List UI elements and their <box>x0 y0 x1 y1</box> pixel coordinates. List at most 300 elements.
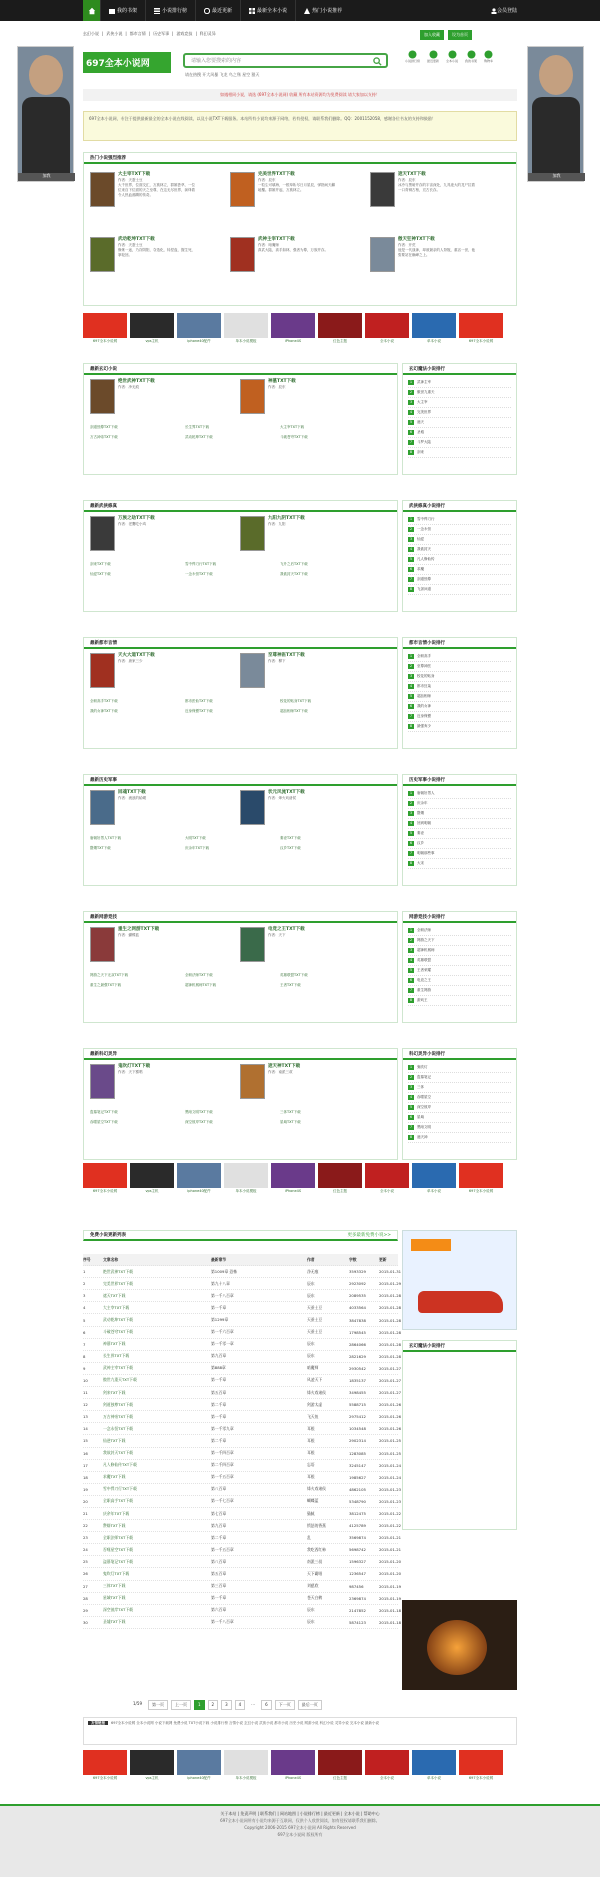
nav-complete[interactable]: 最新全本小说 <box>240 0 295 21</box>
latest-chapter-link[interactable]: 第一千六百章 <box>211 1329 234 1335</box>
rank-item[interactable] <box>408 428 511 438</box>
rank-item[interactable] <box>408 418 511 428</box>
book-title[interactable]: 状元风流TXT下载 <box>268 790 305 795</box>
rank-item[interactable] <box>408 809 511 819</box>
rank-item[interactable] <box>408 946 511 956</box>
book-card[interactable] <box>90 379 188 414</box>
book-link[interactable]: 仙逆TXT下载 <box>90 572 111 576</box>
book-name-link[interactable]: 长生界TXT下载 <box>103 1353 130 1359</box>
book-cover[interactable] <box>370 237 395 272</box>
book-link[interactable]: 我欲封天TXT下载 <box>280 572 308 576</box>
book-name-link[interactable]: 万古神帝TXT下载 <box>103 1413 133 1419</box>
book-name-link[interactable]: 全职高手TXT下载 <box>103 1498 133 1504</box>
car-ad[interactable] <box>402 1230 517 1330</box>
book-cover[interactable] <box>240 927 265 962</box>
book-link[interactable]: 斗破苍穹TXT下载 <box>280 435 308 439</box>
complete-shortcut[interactable]: 全本小说 <box>446 50 458 63</box>
latest-chapter-link[interactable]: 第二千章 <box>211 1401 227 1407</box>
search-icon[interactable] <box>373 57 382 66</box>
book-cover[interactable] <box>90 927 115 962</box>
rank-item[interactable] <box>408 1103 511 1113</box>
ad-banner[interactable] <box>224 1163 268 1195</box>
latest-chapter-link[interactable]: 第五百章 <box>211 1570 227 1576</box>
set-homepage-button[interactable]: 设为首页 <box>448 30 472 40</box>
book-link[interactable]: 赘婿TXT下载 <box>90 846 111 850</box>
ad-image <box>365 313 409 338</box>
rank-item[interactable] <box>408 799 511 809</box>
book-desc: 一粒尘可填海，一根草斩尽日月星辰，弹指间天翻地覆。群雄并起，万族林立。 <box>258 183 335 192</box>
book-link[interactable]: 雪中悍刀行TXT下载 <box>185 562 217 566</box>
book-link[interactable]: 长生界TXT下载 <box>185 425 210 429</box>
latest-chapter-link[interactable]: 第一千四百章 <box>211 1450 234 1456</box>
latest-chapter-link[interactable]: 第一千章 <box>211 1413 227 1419</box>
table-row <box>83 1435 402 1447</box>
update-shortcut[interactable]: 最近更新 <box>427 50 439 63</box>
book-title[interactable]: 武神主宰TXT下载 <box>258 237 295 242</box>
page-number[interactable]: 2 <box>208 1700 219 1710</box>
latest-chapter-link[interactable]: 第七百章 <box>211 1510 227 1516</box>
book-name-link[interactable]: 凡人修仙传TXT下载 <box>103 1462 137 1468</box>
latest-chapter-link[interactable]: 第八百章 <box>211 1486 227 1492</box>
rank-item[interactable] <box>408 859 511 869</box>
cart-shortcut[interactable]: 购物车 <box>484 50 493 63</box>
book-name-link[interactable]: 斗破苍穹TXT下载 <box>103 1329 133 1335</box>
book-link[interactable]: 大主宰TXT下载 <box>280 425 305 429</box>
rank-item[interactable] <box>408 515 511 525</box>
ad-banner[interactable] <box>271 1750 315 1782</box>
book-cover[interactable] <box>90 237 115 272</box>
rank-item[interactable] <box>408 555 511 565</box>
book-name-link[interactable]: 绝世武神TXT下载 <box>103 1268 133 1274</box>
rank-item[interactable] <box>408 682 511 692</box>
ad-banner[interactable] <box>177 1750 221 1782</box>
book-link[interactable]: 近身保镖TXT下载 <box>185 709 213 713</box>
rank-item[interactable] <box>408 789 511 799</box>
latest-chapter-link[interactable]: 第888章 <box>211 1365 226 1371</box>
book-link[interactable]: 校花的贴身TXT下载 <box>280 699 312 703</box>
book-link[interactable]: 飞升之后TXT下载 <box>280 562 308 566</box>
rank-item[interactable] <box>408 1063 511 1073</box>
rank-item[interactable] <box>408 535 511 545</box>
ad-banner[interactable] <box>412 1163 456 1195</box>
book-info <box>268 653 338 688</box>
row-index: 13 <box>83 1414 88 1420</box>
ad-banner[interactable] <box>412 1750 456 1782</box>
avatar-caption: 加我 <box>18 173 75 181</box>
ad-banner[interactable] <box>459 1750 503 1782</box>
book-info <box>118 172 196 207</box>
rank-item[interactable] <box>408 408 511 418</box>
word-count: 2902314 <box>349 1438 366 1444</box>
book-card[interactable] <box>90 653 188 688</box>
more-link[interactable]: 更多最新免费小说>> <box>347 1233 391 1238</box>
book-link[interactable]: 一念永恒TXT下载 <box>185 572 213 576</box>
rank-item[interactable] <box>408 722 511 732</box>
section-title-text: 最新都市言情 <box>90 640 117 646</box>
ad-banner[interactable] <box>365 1750 409 1782</box>
book-name-link[interactable]: 圣墟TXT下载 <box>103 1619 126 1625</box>
book-link[interactable]: 万古神帝TXT下载 <box>90 435 118 439</box>
book-name-link[interactable]: 我欲封天TXT下载 <box>103 1450 133 1456</box>
book-cover[interactable] <box>230 172 255 207</box>
book-title[interactable]: 重生之网游TXT下载 <box>118 927 160 932</box>
first-page[interactable]: 第一页 <box>148 1700 168 1710</box>
ad-banner[interactable] <box>224 313 268 345</box>
ad-banner[interactable] <box>318 1750 362 1782</box>
book-name-link[interactable]: 大主宰TXT下载 <box>103 1304 130 1310</box>
nav-hot[interactable]: 热门小说推荐 <box>295 0 350 21</box>
rank-item[interactable] <box>408 438 511 448</box>
site-logo[interactable]: 697全本小说网 <box>83 52 171 73</box>
page-number[interactable]: 1 <box>194 1700 205 1710</box>
book-name-link[interactable]: 武神主宰TXT下载 <box>103 1365 133 1371</box>
book-cover[interactable] <box>240 653 265 688</box>
page-number[interactable]: 4 <box>235 1700 246 1710</box>
bookmark-button[interactable]: 加入收藏 <box>420 30 444 40</box>
latest-chapter-link[interactable]: 第一千八百章 <box>211 1292 234 1298</box>
book-card[interactable] <box>240 653 338 688</box>
ad-banner[interactable] <box>224 1750 268 1782</box>
latest-chapter-link[interactable]: 第一千章 <box>211 1595 227 1601</box>
rank-item[interactable] <box>408 956 511 966</box>
book-link[interactable]: 超品相师TXT下载 <box>280 709 308 713</box>
rank-item[interactable] <box>408 565 511 575</box>
rank-item[interactable] <box>408 936 511 946</box>
book-title[interactable]: 电竞之王TXT下载 <box>268 927 305 932</box>
book-title[interactable]: 傲天狂神TXT下载 <box>398 237 435 242</box>
book-link[interactable]: 武动乾坤TXT下载 <box>185 435 213 439</box>
book-card[interactable] <box>90 237 196 272</box>
book-link[interactable]: 秦吏TXT下载 <box>280 836 301 840</box>
ad-banner[interactable] <box>271 313 315 345</box>
nav-rank[interactable]: 小说排行榜 <box>145 0 195 21</box>
left-avatar-ad[interactable] <box>17 46 74 182</box>
home-button[interactable] <box>83 0 100 21</box>
rank-title <box>403 638 516 649</box>
latest-chapter-link[interactable]: 第一千五百章 <box>211 1474 234 1480</box>
ad-banner[interactable] <box>130 1163 174 1195</box>
rank-item[interactable] <box>408 388 511 398</box>
book-link[interactable]: 三体TXT下载 <box>280 1110 301 1114</box>
book-card[interactable] <box>230 237 336 272</box>
crumb-link[interactable]: 武侠小说 <box>106 31 123 36</box>
book-link[interactable]: 超神机械师TXT下载 <box>185 983 217 987</box>
rank-title <box>403 501 516 512</box>
car-image <box>418 1291 503 1313</box>
book-card[interactable] <box>230 172 336 207</box>
book-title[interactable]: 鬼吹灯TXT下载 <box>118 1064 151 1069</box>
latest-chapter-link[interactable]: 第二千章 <box>211 1437 227 1443</box>
book-title[interactable]: 大主宰TXT下载 <box>118 172 151 177</box>
rank-item[interactable] <box>408 692 511 702</box>
book-title[interactable]: 神墓TXT下载 <box>268 379 296 384</box>
search-input[interactable] <box>183 53 388 68</box>
book-cover[interactable] <box>370 172 395 207</box>
book-cover[interactable] <box>240 1064 265 1099</box>
book-card[interactable] <box>90 927 188 962</box>
ad-image <box>365 1750 409 1775</box>
rank-item[interactable] <box>408 575 511 585</box>
rank-item[interactable] <box>408 585 511 595</box>
footer-links[interactable]: 关于本站 | 免责声明 | 联系我们 | 网站地图 | 小说排行榜 | 最近更新 | 全本小说 | 帮助中心 <box>220 1811 380 1816</box>
book-title[interactable]: 九阳九阴TXT下载 <box>268 516 305 521</box>
ad-banner[interactable] <box>318 313 362 345</box>
book-name-link[interactable]: 吞噬星空TXT下载 <box>103 1546 133 1552</box>
rank-section <box>402 363 517 475</box>
book-card[interactable] <box>240 379 338 414</box>
crumb-link[interactable]: 历史军事 <box>153 31 170 36</box>
ad-banner[interactable] <box>365 313 409 345</box>
book-cover[interactable] <box>240 379 265 414</box>
book-name-link[interactable]: 盗墓笔记TXT下载 <box>103 1558 133 1564</box>
book-card[interactable] <box>370 172 476 207</box>
book-cover[interactable] <box>240 516 265 551</box>
book-name-link[interactable]: 完美世界TXT下载 <box>103 1280 133 1286</box>
rank-item[interactable] <box>408 545 511 555</box>
book-name-link[interactable]: 鬼吹灯TXT下载 <box>103 1570 130 1576</box>
friend-links-text[interactable]: 697全本小说网 全本小说网 小说下载网 免费小说 TXT小说下载 小说排行榜 言情小说 玄幻小说 武侠小说 都市小说 历史小说 网游小说 科幻小说 灵异小说 完本小说 最新小说 <box>111 1721 379 1725</box>
book-card[interactable] <box>370 237 476 272</box>
book-link[interactable]: 全职法师TXT下载 <box>185 973 213 977</box>
book-link[interactable]: 大明TXT下载 <box>185 836 206 840</box>
rank-number: 7 <box>409 577 413 581</box>
rank-number: 3 <box>409 537 413 541</box>
ad-banner[interactable] <box>318 1163 362 1195</box>
book-title[interactable]: 天火大道TXT下载 <box>118 653 155 658</box>
row-index: 10 <box>83 1377 88 1383</box>
book-cover[interactable] <box>90 516 115 551</box>
book-name-link[interactable]: 雪中悍刀行TXT下载 <box>103 1486 137 1492</box>
book-name-link[interactable]: 傲世九重天TXT下载 <box>103 1377 137 1383</box>
ad-banner[interactable] <box>130 1750 174 1782</box>
rank-item[interactable] <box>408 1093 511 1103</box>
rank-item[interactable] <box>408 702 511 712</box>
rank-item[interactable] <box>408 712 511 722</box>
page-number[interactable]: 6 <box>261 1700 272 1710</box>
book-title[interactable]: 遮天TXT下载 <box>398 172 426 177</box>
rank-item[interactable] <box>408 849 511 859</box>
hot-keywords[interactable]: 请在热搜 开大风暴 飞龙 鸟之殇 星空 猎天 <box>185 72 260 77</box>
nav-bookshelf[interactable]: 我的书架 <box>100 0 145 21</box>
rank-item[interactable] <box>408 996 511 1006</box>
row-index: 17 <box>83 1462 88 1468</box>
book-name-link[interactable]: 武动乾坤TXT下载 <box>103 1317 133 1323</box>
book-link[interactable]: 王者TXT下载 <box>280 983 301 987</box>
author: 辰东 <box>307 1341 315 1347</box>
game-ad[interactable] <box>402 1600 517 1690</box>
ad-banner[interactable] <box>83 1750 127 1782</box>
book-title[interactable]: 绝世武神TXT下载 <box>118 379 155 384</box>
ad-banner[interactable] <box>459 313 503 345</box>
latest-chapter-link[interactable]: 第一千章 <box>211 1377 227 1383</box>
book-link[interactable]: 盗墓笔记TXT下载 <box>90 1110 118 1114</box>
rank-item[interactable] <box>408 986 511 996</box>
last-page[interactable]: 最后一页 <box>298 1700 322 1710</box>
latest-chapter-link[interactable]: 第一千五百章 <box>211 1546 234 1552</box>
book-cover[interactable] <box>90 172 115 207</box>
rank-item[interactable] <box>408 1113 511 1123</box>
book-link-grid <box>90 562 375 577</box>
book-link[interactable]: 英雄联盟TXT下载 <box>280 973 308 977</box>
crumb-link[interactable]: 玄幻小说 <box>83 31 99 36</box>
book-name-link[interactable]: 庆余年TXT下载 <box>103 1510 130 1516</box>
latest-chapter-link[interactable]: 第1299章 <box>211 1317 229 1323</box>
book-name-link[interactable]: 神墓TXT下载 <box>103 1341 126 1347</box>
book-link[interactable]: 重生之最强TXT下载 <box>90 983 122 987</box>
book-card[interactable] <box>240 790 338 825</box>
rank-item[interactable] <box>408 448 511 458</box>
rank-item[interactable] <box>408 378 511 388</box>
book-title[interactable]: 回魂TXT下载 <box>118 790 146 795</box>
rank-item[interactable] <box>408 966 511 976</box>
ad-banner[interactable] <box>83 1163 127 1195</box>
book-cover[interactable] <box>230 237 255 272</box>
rank-item[interactable] <box>408 398 511 408</box>
book-link[interactable]: 网游之天下无双TXT下载 <box>90 973 129 977</box>
latest-chapter-link[interactable]: 第一千八百章 <box>211 1619 234 1625</box>
rank-item[interactable] <box>408 1123 511 1133</box>
book-title[interactable]: 至尊神医TXT下载 <box>268 653 305 658</box>
table-head: 序号 文章名称 最新章节 作者 字数 更新 <box>83 1254 398 1266</box>
book-name-link[interactable]: 全职法师TXT下载 <box>103 1534 133 1540</box>
book-name-link[interactable]: 三体TXT下载 <box>103 1583 126 1589</box>
book-name-link[interactable]: 剑道独尊TXT下载 <box>103 1401 133 1407</box>
book-card[interactable] <box>240 516 338 551</box>
book-name-link[interactable]: 赘婿TXT下载 <box>103 1522 126 1528</box>
ad-banner[interactable] <box>459 1163 503 1195</box>
book-link[interactable]: 庆余年TXT下载 <box>185 846 210 850</box>
book-name-link[interactable]: 剑来TXT下载 <box>103 1389 126 1395</box>
next-page[interactable]: 下一页 <box>275 1700 295 1710</box>
book-name-link[interactable]: 仙逆TXT下载 <box>103 1437 126 1443</box>
book-card[interactable] <box>240 927 338 962</box>
latest-chapter-link[interactable]: 第一千零一章 <box>211 1341 234 1347</box>
rank-item[interactable] <box>408 1133 511 1143</box>
word-count: 1835137 <box>349 1377 366 1383</box>
latest-chapter-link[interactable]: 第五百章 <box>211 1389 227 1395</box>
book-cover[interactable] <box>90 653 115 688</box>
latest-chapter-link[interactable]: 第八百章 <box>211 1558 227 1564</box>
ad-banner[interactable] <box>83 313 127 345</box>
latest-chapter-link[interactable]: 第一千章 <box>211 1304 227 1310</box>
book-link[interactable]: 唐朝好男人TXT下载 <box>90 836 122 840</box>
ad-banner[interactable] <box>271 1163 315 1195</box>
rank-item[interactable] <box>408 652 511 662</box>
rank-number: 7 <box>409 714 413 718</box>
rank-item[interactable] <box>408 819 511 829</box>
latest-chapter-link[interactable]: 第六百章 <box>211 1607 227 1613</box>
rank-item[interactable] <box>408 839 511 849</box>
book-name-link[interactable]: 求魔TXT下载 <box>103 1474 126 1480</box>
book-card[interactable] <box>90 516 188 551</box>
rank-book-title: 剑道独尊 <box>417 577 431 581</box>
book-cover[interactable] <box>90 1064 115 1099</box>
book-link[interactable]: 剑道独尊TXT下载 <box>90 425 118 429</box>
crumb-link[interactable]: 都市言情 <box>129 31 146 36</box>
home-icon <box>88 7 96 15</box>
book-icon <box>109 8 115 14</box>
book-name-link[interactable]: 一念永恒TXT下载 <box>103 1425 133 1431</box>
shelf-shortcut[interactable]: 我的书架 <box>465 50 477 63</box>
rank-item[interactable] <box>408 525 511 535</box>
author: 忘语 <box>307 1462 315 1468</box>
latest-chapter-link[interactable]: 第九百章 <box>211 1353 227 1359</box>
book-link[interactable]: 我的女神TXT下载 <box>90 709 118 713</box>
rank-item[interactable] <box>408 829 511 839</box>
book-cover[interactable] <box>240 790 265 825</box>
book-card[interactable] <box>90 1064 188 1099</box>
page-number[interactable]: 3 <box>221 1700 232 1710</box>
book-link[interactable]: 全职高手TXT下载 <box>90 699 118 703</box>
right-avatar-ad[interactable] <box>527 46 584 182</box>
book-link[interactable]: 汉乡TXT下载 <box>280 846 301 850</box>
rank-item[interactable] <box>408 1083 511 1093</box>
book-card[interactable] <box>90 790 188 825</box>
nav-updates[interactable]: 最近更新 <box>195 0 240 21</box>
book-name-link[interactable]: 深空彼岸TXT下载 <box>103 1607 133 1613</box>
book-link[interactable]: 星域TXT下载 <box>280 1120 301 1124</box>
ad-banner[interactable] <box>177 313 221 345</box>
book-link[interactable]: 吞噬星空TXT下载 <box>90 1120 118 1124</box>
book-name-link[interactable]: 星域TXT下载 <box>103 1595 126 1601</box>
author: 辰东 <box>307 1292 315 1298</box>
ad-image <box>83 313 127 338</box>
rank-item[interactable] <box>408 662 511 672</box>
book-title[interactable]: 万族之劫TXT下载 <box>118 516 155 521</box>
crumb-link[interactable]: 游戏竞技 <box>176 31 193 36</box>
ad-banner[interactable] <box>177 1163 221 1195</box>
rank-item[interactable] <box>408 672 511 682</box>
latest-chapter-link[interactable]: 第九百章 <box>211 1522 227 1528</box>
book-name-link[interactable]: 遮天TXT下载 <box>103 1292 126 1298</box>
rank-number: 5 <box>409 968 413 972</box>
book-title[interactable]: 武动乾坤TXT下载 <box>118 237 155 242</box>
book-info <box>268 927 338 962</box>
prev-page[interactable]: 上一页 <box>171 1700 191 1710</box>
book-cover[interactable] <box>90 379 115 414</box>
latest-chapter-link[interactable]: 第二千章 <box>211 1534 227 1540</box>
rank-item[interactable] <box>408 1073 511 1083</box>
book-link[interactable]: 黑暗文明TXT下载 <box>185 1110 213 1114</box>
book-author: 作者：天下霸唱 <box>118 1070 143 1074</box>
book-cover[interactable] <box>90 790 115 825</box>
rank-item[interactable] <box>408 976 511 986</box>
latest-chapter-link[interactable]: 第一千零九章 <box>211 1425 234 1431</box>
ad-label: 697全本小说网 <box>468 1776 494 1780</box>
book-link[interactable]: 剑来TXT下载 <box>90 562 111 566</box>
ad-banner[interactable] <box>130 313 174 345</box>
latest-chapter-link[interactable]: 第1009章 恐怖 <box>211 1268 238 1274</box>
book-card[interactable] <box>240 1064 338 1099</box>
crumb-link[interactable]: 科幻灵异 <box>199 31 216 36</box>
ad-banner[interactable] <box>365 1163 409 1195</box>
book-card[interactable] <box>90 172 196 207</box>
book-link[interactable]: 深空彼岸TXT下载 <box>185 1120 213 1124</box>
ad-banner[interactable] <box>412 313 456 345</box>
book-link[interactable]: 都市医仙TXT下载 <box>185 699 213 703</box>
latest-chapter-link[interactable]: 第三百章 <box>211 1583 227 1589</box>
latest-chapter-link[interactable]: 第九十八章 <box>211 1280 230 1286</box>
book-title[interactable]: 遮天神TXT下载 <box>268 1064 301 1069</box>
rank-number: 6 <box>409 841 413 845</box>
login-link[interactable]: 会员登陆 <box>491 0 517 21</box>
book-title[interactable]: 完美世界TXT下载 <box>258 172 295 177</box>
rank-item[interactable] <box>408 926 511 936</box>
rank-shortcut[interactable]: 小说排行榜 <box>405 50 420 63</box>
latest-chapter-link[interactable]: 第二千四百章 <box>211 1462 234 1468</box>
latest-chapter-link[interactable]: 第一千七百章 <box>211 1498 234 1504</box>
row-index: 8 <box>83 1353 86 1359</box>
